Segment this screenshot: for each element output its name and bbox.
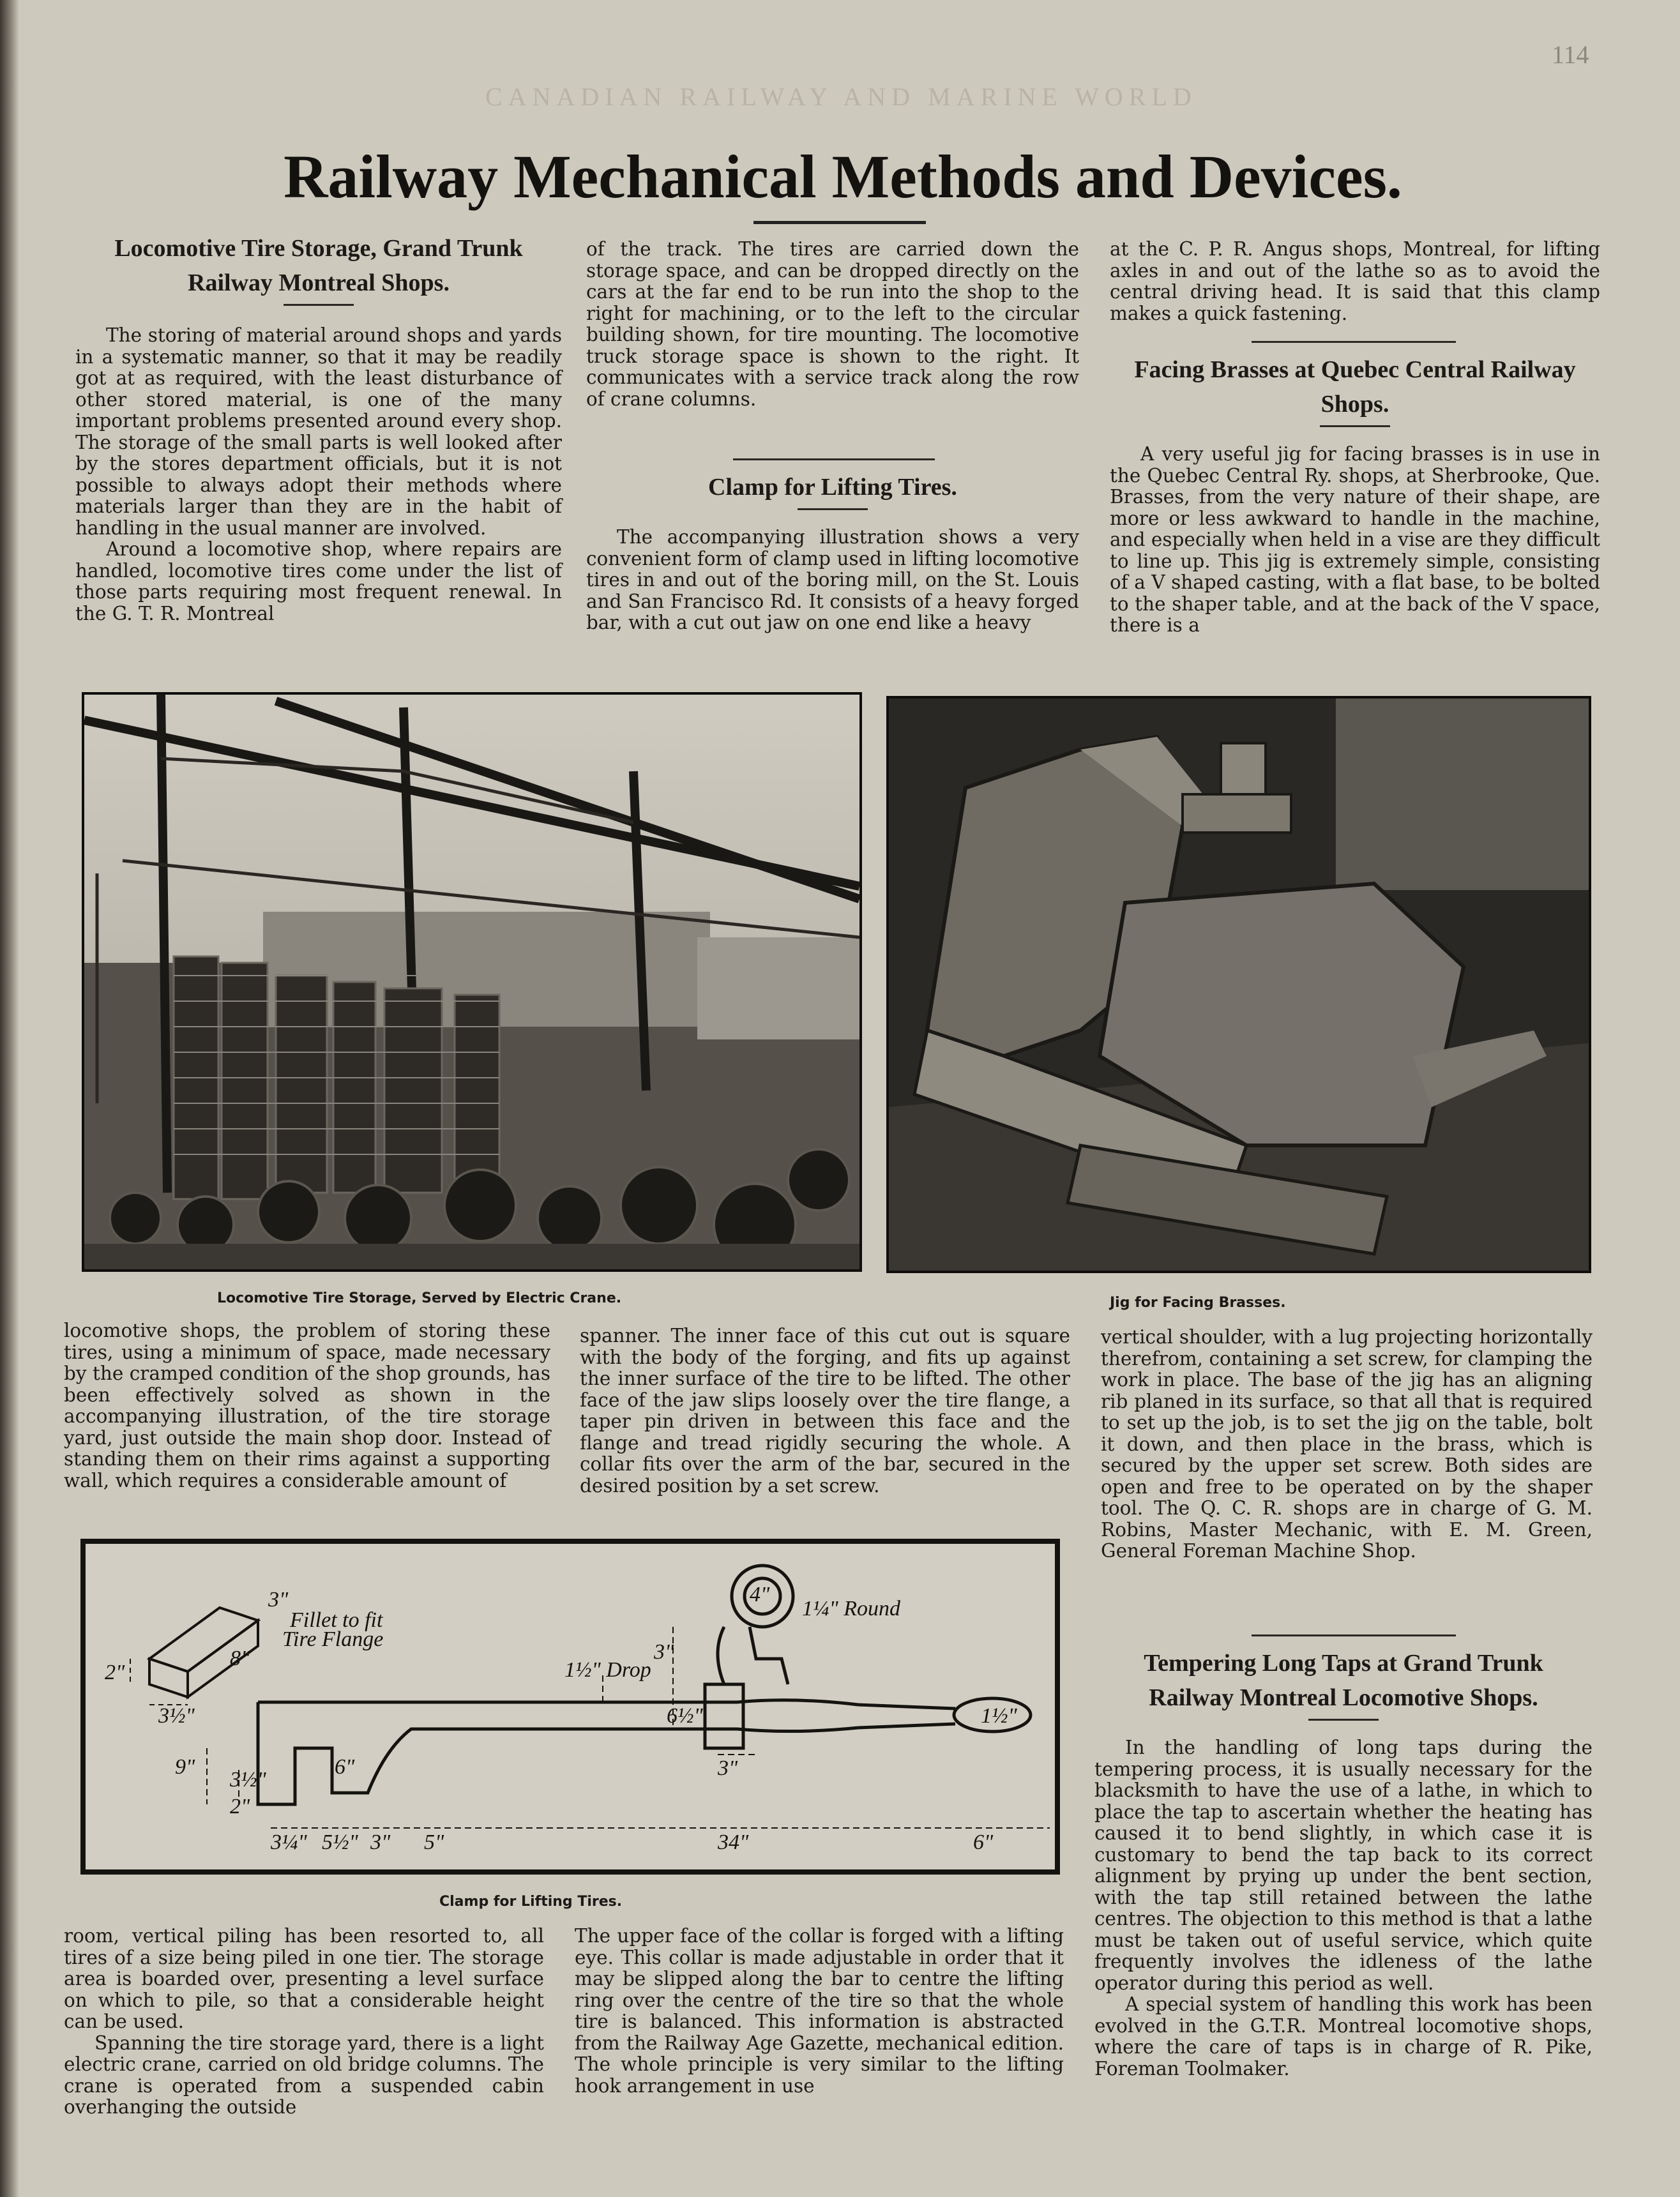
- dim-2in: 2": [105, 1661, 125, 1684]
- dim-3in-collar: 3": [718, 1756, 738, 1780]
- page-spine: [0, 0, 19, 2197]
- tire-storage-lower-1: [64, 1320, 550, 1491]
- dim-6in-end: 6": [973, 1831, 994, 1854]
- section-rule: [1252, 341, 1456, 343]
- dim-5in: 5": [424, 1831, 444, 1854]
- dim-6-half-in: 6½": [667, 1704, 703, 1728]
- dim-2in-b: 2": [230, 1795, 250, 1818]
- dim-9in: 9": [175, 1755, 195, 1779]
- section-rule: [1308, 1719, 1379, 1721]
- taps-paragraph-2: A special system of handling this work has been evolved in the G.T.R. Montreal locomotive shops, where the care of taps is in charge of R. Pike, Foreman Toolmaker.: [1094, 1993, 1593, 2080]
- label-tire-flange: Tire Flange: [282, 1627, 384, 1651]
- label-fillet: Fillet to fit: [290, 1608, 383, 1632]
- clamp-lower-1: [580, 1325, 1070, 1497]
- section-rule: [284, 304, 354, 306]
- taps-heading: Tempering Long Taps at Grand Trunk Railway Montreal Locomotive Shops.: [1144, 1650, 1543, 1711]
- article-clamp: [586, 470, 1079, 634]
- clamp-lower-2: [575, 1926, 1064, 2097]
- dim-4in: 4": [750, 1583, 770, 1606]
- tire-storage-continued-c: Spanning the tire storage yard, there is a light electric crane, carried on old bridge columns. The crane is operated from a suspended cabin overhanging the outside: [64, 2032, 544, 2118]
- tire-storage-paragraph-1: The storing of material around shops and yards in a systematic manner, so that it may be readily got at as required, with the least disturbance of other stored material, is one of the many important problems presented around every shop. The storage of the small parts is well looked after by the stores department officials, but it is not possible to always adopt their methods where materials larger than they are in the habit of handling in the usual manner are involved.: [75, 324, 562, 539]
- section-rule: [798, 508, 868, 510]
- dim-5-half-in: 5½": [322, 1831, 358, 1854]
- dim-34in: 34": [718, 1831, 749, 1854]
- clamp-paragraph-1: The accompanying illustration shows a very convenient form of clamp used in lifting locomotive tires in and out of the boring mill, on the St. Louis and San Francisco Rd. It consists of a heavy forged bar, with a cut out jaw on one end like a heavy: [586, 526, 1079, 633]
- clamp-heading: Clamp for Lifting Tires.: [708, 474, 957, 501]
- dim-3in: 3": [268, 1588, 289, 1612]
- tire-storage-continued-a: locomotive shops, the problem of storing these tires, using a minimum of space, made necessary by the cramped condition of the shop grounds, has been effectively solved as shown in the accompanying illustration, of the tire storage yard, just outside the main shop door. Instead of standing them on their rims against a supporting wall, which requires a considerable amount of: [64, 1320, 550, 1491]
- label-round: 1¼" Round: [802, 1597, 901, 1620]
- dim-3-quarter-in: 3¼": [271, 1831, 307, 1854]
- article-tire-storage: [75, 231, 562, 624]
- page-number: 114: [1552, 40, 1589, 69]
- jig-illustration: [889, 698, 1589, 1271]
- brasses-paragraph-1: A very useful jig for facing brasses is in use in the Quebec Central Ry. shops, at Sherbrooke, Que. Brasses, from the very nature of their shape, are more or less awkward to handle in the machine, and especially when held in a vise are they difficult to line up. This jig is extremely simple, consisting of a V shaped casting, with a flat base, to be bolted to the shaper table, and at the back of the V space, there is a: [1110, 443, 1600, 636]
- dim-3-half-in: 3½": [158, 1704, 195, 1728]
- dim-6in: 6": [335, 1755, 355, 1779]
- article-taps: [1094, 1646, 1593, 2080]
- taps-paragraph-1: In the handling of long taps during the tempering process, it is usually necessary for the blacksmith to have the use of a lathe, in which to place the tap to ascertain whether the heating has caused it to bend slightly, in which case it is customary to bend the tap back to its correct alignment by prying up under the bent section, with the tap still retained between the lathe centres. The objection to this method is that a lathe must be taken out of useful service, which quite frequently involves the idleness of the lathe operator during this period as well.: [1094, 1737, 1593, 1994]
- running-head-bleedthrough: CANADIAN RAILWAY AND MARINE WORLD: [485, 82, 1197, 111]
- dim-3-half-in-b: 3½": [230, 1768, 266, 1792]
- section-rule: [1252, 1635, 1456, 1636]
- tire-storage-caption: Locomotive Tire Storage, Served by Electric Crane.: [217, 1290, 622, 1306]
- brasses-lower: [1101, 1327, 1593, 1562]
- tire-storage-photo: [82, 692, 862, 1272]
- clamp-continued-a: spanner. The inner face of this cut out is square with the body of the forging, and fits up against the inner surface of the tire to be lifted. The other face of the jaw slips loosely over the tire flange, a taper pin driven in between this face and the flange and tread rigidly securing the whole. A collar fits over the arm of the bar, secured in the desired position by a set screw.: [580, 1325, 1070, 1497]
- article-brasses: [1110, 352, 1600, 637]
- label-drop: 1½" Drop: [564, 1658, 651, 1682]
- title-rule: [753, 221, 926, 224]
- section-rule: [733, 458, 935, 460]
- tire-storage-paragraph-2: Around a locomotive shop, where repairs are handled, locomotive tires come under the list of those parts requiring most frequent renewal. In the G. T. R. Montreal: [75, 538, 562, 624]
- section-rule: [1320, 425, 1390, 427]
- brasses-continued: vertical shoulder, with a lug projecting horizontally therefrom, containing a set screw, for clamping the work in place. The base of the jig has an aligning rib planed in its surface, so that all that is required to set up the job, is to set the jig on the table, bolt it down, and then place in the brass, which is secured by the upper set screw. Both sides are open and free to be operated on by the shaper tool. The Q. C. R. shops are in charge of G. M. Robins, Master Mechanic, with E. M. Green, General Foreman Machine Shop.: [1101, 1326, 1593, 1562]
- tire-storage-heading: Locomotive Tire Storage, Grand Trunk Railway Montreal Shops.: [114, 235, 523, 296]
- column-3-top: [1110, 239, 1600, 324]
- jig-photo: [886, 696, 1591, 1273]
- dim-3in-vertical: 3": [654, 1640, 674, 1664]
- dim-1-half-in: 1½": [981, 1704, 1017, 1728]
- tire-storage-continued: of the track. The tires are carried down the storage space, and can be dropped directly on the cars at the far end to be run into the shop to the right for machining, or to the left to the circular building shown, for tire mounting. The locomotive truck storage space is shown to the right. It communicates with a service track along the row of crane columns.: [586, 238, 1079, 410]
- jig-caption: Jig for Facing Brasses.: [1110, 1295, 1286, 1311]
- clamp-caption: Clamp for Lifting Tires.: [439, 1894, 623, 1910]
- dim-3in-bottom: 3": [370, 1831, 391, 1854]
- column-2-top: [586, 239, 1079, 410]
- clamp-diagram: [79, 1537, 1063, 1876]
- clamp-continued-b: The upper face of the collar is forged with a lifting eye. This collar is made adjustable in order that it may be slipped along the bar to centre the lifting ring over the centre of the tire so that the whole tire is balanced. This information is abstracted from the Railway Age Gazette, mechanical edition. The whole principle is very similar to the lifting hook arrangement in use: [575, 1925, 1064, 2097]
- tire-storage-lower-2: [64, 1926, 544, 2118]
- dim-8in: 8": [230, 1647, 250, 1670]
- page-title: Railway Mechanical Methods and Devices.: [284, 142, 1402, 211]
- brasses-heading: Facing Brasses at Quebec Central Railway Shops.: [1134, 356, 1576, 418]
- clamp-continued-top: at the C. P. R. Angus shops, Montreal, for lifting axles in and out of the lathe so as to avoid the central driving head. It is said that this clamp makes a quick fastening.: [1110, 238, 1600, 324]
- tire-storage-illustration: [84, 695, 859, 1269]
- tire-storage-continued-b: room, vertical piling has been resorted to, all tires of a size being piled in one tier. The storage area is boarded over, presenting a level surface on which to pile, so that a considerable height can be used.: [64, 1925, 544, 2032]
